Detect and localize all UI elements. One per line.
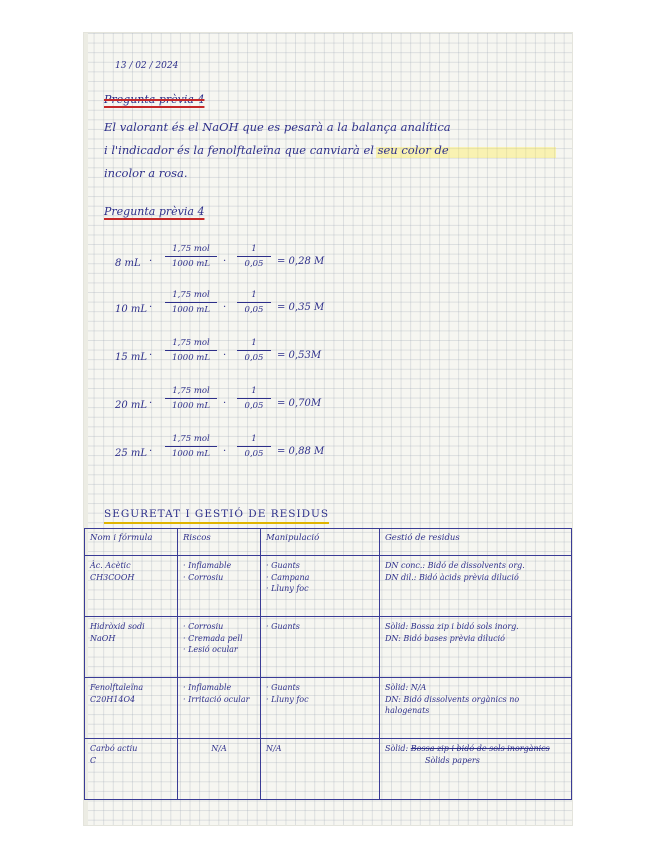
fraction-numerator: 1 xyxy=(237,291,271,303)
multiply-dot: · xyxy=(223,446,227,457)
multiply-dot: · xyxy=(149,302,153,313)
result-value: = 0,28 M xyxy=(277,256,325,267)
volume-value: 15 mL xyxy=(115,352,148,363)
cell-handling xyxy=(261,556,380,617)
fraction-numerator: 1,75 mol xyxy=(165,339,217,351)
cell-waste xyxy=(380,617,572,678)
fraction-concentration xyxy=(165,435,217,458)
result-value: = 0,53M xyxy=(277,350,322,361)
risk-item: N/A xyxy=(211,744,227,753)
cell-name xyxy=(85,678,178,739)
result-value: = 0,88 M xyxy=(277,446,325,457)
risk-item: · Irritació ocular xyxy=(183,694,250,704)
handling-item: · Lluny foc xyxy=(266,694,309,704)
fraction-volume xyxy=(237,435,271,458)
formula-text: CH3COOH xyxy=(90,572,135,582)
fraction-denominator: 1000 mL xyxy=(171,400,211,411)
risk-item: · Lesió ocular xyxy=(183,645,238,655)
cell-handling xyxy=(261,617,380,678)
formula-text: C20H14O4 xyxy=(90,694,136,704)
name-text: Fenolftaleïna xyxy=(90,683,144,692)
cell-handling xyxy=(261,678,380,739)
handling-item: N/A xyxy=(266,744,282,753)
fraction-volume xyxy=(237,245,271,268)
fraction-denominator: 0,05 xyxy=(244,352,264,363)
heading-question-1: Pregunta prèvia 4 xyxy=(104,93,205,106)
fraction-concentration xyxy=(165,291,217,314)
fraction-concentration xyxy=(165,387,217,410)
fraction-denominator: 1000 mL xyxy=(171,352,211,363)
risk-item: · Inflamable xyxy=(183,683,232,692)
table-header-row xyxy=(85,529,572,556)
handling-item: · Guants xyxy=(266,683,300,692)
cell-risks xyxy=(178,739,261,800)
fraction-denominator: 1000 mL xyxy=(171,304,211,315)
fraction-concentration xyxy=(165,339,217,362)
table-row xyxy=(85,617,572,678)
formula-text: C xyxy=(90,755,97,765)
safety-table xyxy=(84,528,572,800)
cell-waste xyxy=(380,556,572,617)
col-header-name: Nom i fórmula xyxy=(85,529,178,556)
fraction-volume xyxy=(237,387,271,410)
handling-item: · Campana xyxy=(266,572,310,582)
waste-item xyxy=(385,743,566,755)
cell-name xyxy=(85,617,178,678)
fraction-numerator: 1,75 mol xyxy=(165,387,217,399)
risk-item: · Inflamable xyxy=(183,561,232,570)
section-title-safety: SEGURETAT I GESTIÓ DE RESIDUS xyxy=(104,509,329,524)
fraction-volume xyxy=(237,339,271,362)
table-row xyxy=(85,678,572,739)
fraction-denominator: 0,05 xyxy=(244,400,264,411)
handling-item: · Lluny foc xyxy=(266,584,309,594)
date: 13 / 02 / 2024 xyxy=(115,61,179,71)
col-header-risks: Riscos xyxy=(178,529,261,556)
cell-risks xyxy=(178,556,261,617)
volume-value: 20 mL xyxy=(115,400,148,411)
heading-question-2: Pregunta prèvia 4 xyxy=(104,205,205,218)
paragraph-line-3: incolor a rosa. xyxy=(104,166,188,180)
cell-name xyxy=(85,556,178,617)
paragraph-line-1: El valorant és el NaOH que es pesarà a la balança analítica xyxy=(104,120,451,134)
multiply-dot: · xyxy=(149,350,153,361)
fraction-denominator: 0,05 xyxy=(244,304,264,315)
formula-text: NaOH xyxy=(90,633,116,643)
waste-item: Sòlid: N/A xyxy=(385,683,427,692)
multiply-dot: · xyxy=(223,398,227,409)
name-text: Hidròxid sodi xyxy=(90,622,145,631)
waste-item: DN conc.: Bidó de dissolvents org. xyxy=(385,561,525,570)
fraction-numerator: 1 xyxy=(237,245,271,257)
fraction-numerator: 1 xyxy=(237,387,271,399)
waste-item: DN: Bidó bases prèvia dilució xyxy=(385,633,505,643)
waste-item: Sòlid: Bossa zip i bidó sols inorg. xyxy=(385,622,519,631)
cell-waste xyxy=(380,739,572,800)
multiply-dot: · xyxy=(223,350,227,361)
fraction-volume xyxy=(237,291,271,314)
fraction-denominator: 1000 mL xyxy=(171,448,211,459)
cell-handling xyxy=(261,739,380,800)
name-text: Carbó actiu xyxy=(90,744,138,753)
handling-item: · Guants xyxy=(266,622,300,631)
table-row xyxy=(85,556,572,617)
volume-value: 25 mL xyxy=(115,448,148,459)
fraction-numerator: 1,75 mol xyxy=(165,435,217,447)
fraction-numerator: 1,75 mol xyxy=(165,245,217,257)
volume-value: 8 mL xyxy=(115,258,141,269)
waste-struck-text: Bossa zip i bidó de sols inorgànics xyxy=(410,744,550,753)
risk-item: · Corrosiu xyxy=(183,622,224,631)
result-value: = 0,35 M xyxy=(277,302,325,313)
multiply-dot: · xyxy=(149,446,153,457)
multiply-dot: · xyxy=(149,398,153,409)
waste-item: DN: Bidó dissolvents orgànics no halogenats xyxy=(385,694,520,716)
result-value: = 0,70M xyxy=(277,398,322,409)
fraction-concentration xyxy=(165,245,217,268)
fraction-denominator: 0,05 xyxy=(244,258,264,269)
cell-risks xyxy=(178,617,261,678)
fraction-numerator: 1 xyxy=(237,339,271,351)
fraction-numerator: 1 xyxy=(237,435,271,447)
name-text: Àc. Acètic xyxy=(90,561,131,570)
col-header-handling: Manipulació xyxy=(261,529,380,556)
waste-item: DN dil.: Bidó àcids prèvia dilució xyxy=(385,572,519,582)
risk-item: · Corrosiu xyxy=(183,572,224,582)
cell-name xyxy=(85,739,178,800)
waste-item: Sòlids papers xyxy=(425,755,480,765)
multiply-dot: · xyxy=(223,256,227,267)
multiply-dot: · xyxy=(223,302,227,313)
paragraph-line-2: i l'indicador és la fenolftaleïna que canviarà el seu color de xyxy=(104,143,449,157)
volume-value: 10 mL xyxy=(115,304,148,315)
cell-risks xyxy=(178,678,261,739)
cell-waste xyxy=(380,678,572,739)
handling-item: · Guants xyxy=(266,561,300,570)
table-row xyxy=(85,739,572,800)
risk-item: · Cremada pell xyxy=(183,633,243,643)
fraction-numerator: 1,75 mol xyxy=(165,291,217,303)
fraction-denominator: 1000 mL xyxy=(171,258,211,269)
col-header-waste: Gestió de residus xyxy=(380,529,572,556)
notebook-page xyxy=(84,33,572,825)
fraction-denominator: 0,05 xyxy=(244,448,264,459)
multiply-dot: · xyxy=(149,256,153,267)
waste-label: Sòlid: xyxy=(385,744,409,753)
